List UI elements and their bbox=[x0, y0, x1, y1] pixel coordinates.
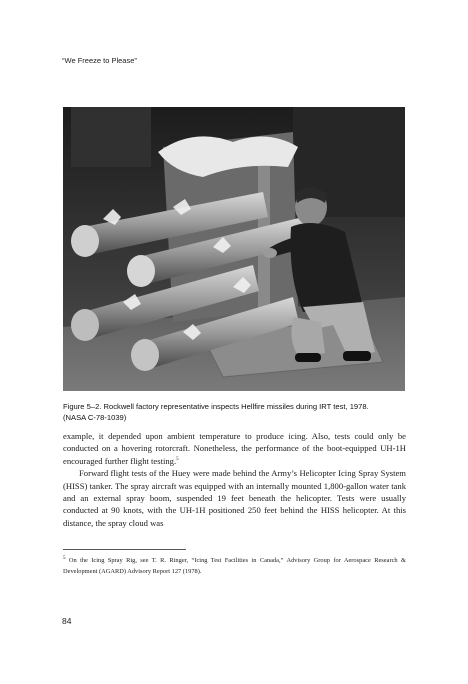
paragraph-1-text: example, it depended upon ambient temperature to produce icing. Also, tests could only be conducted on a hovering rotorcraft. Nonetheless, the performance of the boot-equipped UH-1H encouraged further flight testing. bbox=[63, 431, 406, 466]
footnote-text: On the Icing Spray Rig, see T. R. Ringer, “Icing Test Facilities in Canada,” Advisory Group for Aerospace Research & Development (AGARD) Advisory Report 127 (1978). bbox=[63, 557, 406, 575]
figure-caption bbox=[63, 401, 408, 423]
body-text bbox=[63, 430, 406, 529]
running-head: “We Freeze to Please” bbox=[62, 56, 137, 65]
figure-caption-line2: (NASA C-78-1039) bbox=[63, 413, 127, 422]
footnote-divider bbox=[63, 549, 186, 550]
footnote-ref: 5 bbox=[176, 456, 179, 462]
page-number: 84 bbox=[62, 616, 72, 626]
figure-caption-line1: Figure 5–2. Rockwell factory representative inspects Hellfire missiles during IRT test, 1978. bbox=[63, 402, 369, 411]
paragraph-2: Forward flight tests of the Huey were made behind the Army’s Helicopter Icing Spray System (HISS) tanker. The spray aircraft was equipped with an internally mounted 1,800-gallon water tank and an external spray boom, suspended 19 feet beneath the helicopter. Tests were usually conducted at 90 knots, with the UH-1H positioned 250 feet behind the HISS helicopter. At this distance, the spray cloud was bbox=[63, 468, 406, 528]
footnote bbox=[63, 556, 406, 578]
hellfire-missiles-photo bbox=[63, 107, 405, 391]
paragraph-1 bbox=[63, 430, 406, 467]
footnote-number: 5 bbox=[63, 555, 66, 561]
photo-figure bbox=[63, 107, 405, 391]
